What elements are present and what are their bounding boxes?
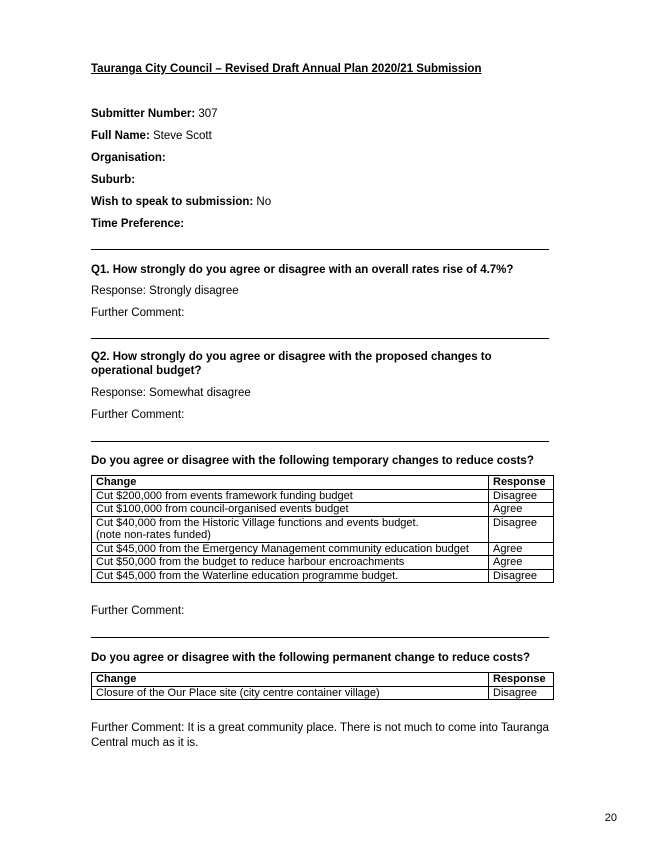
response-cell: Disagree — [489, 489, 554, 503]
field-label: Submitter Number: — [91, 108, 196, 120]
q4-question: Do you agree or disagree with the following permanent change to reduce costs? — [91, 652, 530, 664]
q2-response: Response: Somewhat disagree — [91, 387, 251, 399]
q1-comment: Further Comment: — [91, 307, 185, 319]
response-cell: Agree — [489, 503, 554, 517]
column-header-change: Change — [92, 476, 489, 490]
response-cell: Disagree — [489, 686, 554, 700]
page-number: 20 — [604, 812, 617, 824]
q2-comment: Further Comment: — [91, 409, 185, 421]
response-cell: Disagree — [489, 569, 554, 583]
column-header-change: Change — [92, 673, 489, 687]
response-cell: Agree — [489, 542, 554, 556]
change-cell: Cut $50,000 from the budget to reduce harbour encroachments — [92, 556, 489, 570]
table-row — [92, 542, 554, 556]
submitter-number-field — [91, 108, 218, 120]
field-label: Time Preference: — [91, 218, 185, 230]
q4-comment: Further Comment: It is a great community place. There is not much to come into Tauranga Central much as it is. — [91, 722, 549, 749]
table-row — [92, 489, 554, 503]
wish-to-speak-field — [91, 196, 271, 208]
field-label: Organisation: — [91, 152, 166, 164]
change-cell: Cut $100,000 from council-organised events budget — [92, 503, 489, 517]
table-row — [92, 516, 554, 542]
divider — [91, 441, 549, 442]
document-title: Tauranga City Council – Revised Draft Annual Plan 2020/21 Submission — [91, 63, 482, 75]
table-header-row — [92, 476, 554, 490]
field-label: Full Name: — [91, 130, 150, 142]
q3-comment: Further Comment: — [91, 605, 185, 617]
change-cell: Cut $45,000 from the Waterline education programme budget. — [92, 569, 489, 583]
suburb-field — [91, 174, 135, 186]
divider — [91, 249, 549, 250]
column-header-response: Response — [489, 673, 554, 687]
field-value: Steve Scott — [153, 130, 212, 142]
divider — [91, 338, 549, 339]
change-text: Cut $40,000 from the Historic Village functions and events budget. — [96, 516, 419, 529]
change-cell: Cut $45,000 from the Emergency Management community education budget — [92, 542, 489, 556]
column-header-response: Response — [489, 476, 554, 490]
change-cell: Closure of the Our Place site (city centre container village) — [92, 686, 489, 700]
response-cell: Disagree — [489, 516, 554, 542]
table-row — [92, 686, 554, 700]
full-name-field — [91, 130, 212, 142]
table-row — [92, 503, 554, 517]
response-cell: Agree — [489, 556, 554, 570]
permanent-change-table — [91, 672, 554, 700]
table-row — [92, 569, 554, 583]
field-label: Suburb: — [91, 174, 136, 186]
q2-question: Q2. How strongly do you agree or disagree with the proposed changes to operational budget? — [91, 351, 492, 377]
divider — [91, 637, 549, 638]
change-cell: Cut $200,000 from events framework funding budget — [92, 489, 489, 503]
change-note: (note non-rates funded) — [96, 529, 211, 541]
q3-question: Do you agree or disagree with the following temporary changes to reduce costs? — [91, 455, 534, 467]
table-header-row — [92, 673, 554, 687]
q1-response: Response: Strongly disagree — [91, 285, 239, 297]
time-preference-field — [91, 218, 184, 230]
temporary-changes-table — [91, 475, 554, 583]
field-label: Wish to speak to submission: — [91, 196, 254, 208]
field-value: 307 — [198, 108, 218, 120]
table-row — [92, 556, 554, 570]
field-value: No — [256, 196, 272, 208]
change-cell — [92, 516, 489, 542]
q1-question: Q1. How strongly do you agree or disagree with an overall rates rise of 4.7%? — [91, 264, 514, 276]
organisation-field — [91, 152, 166, 164]
